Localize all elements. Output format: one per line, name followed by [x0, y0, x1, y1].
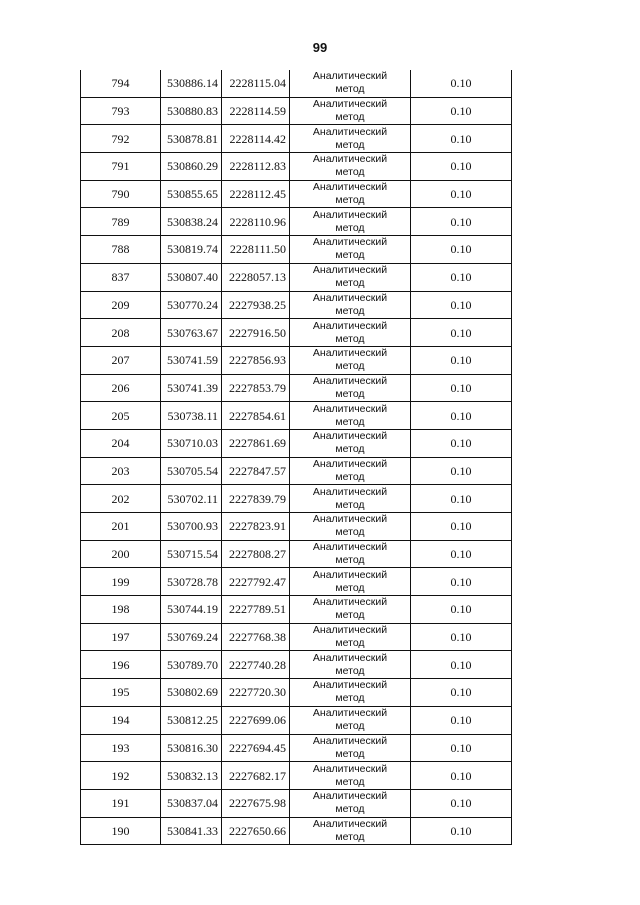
point-number-cell: 190: [81, 817, 161, 845]
method-line-1: Аналитический: [312, 153, 388, 166]
x-coordinate-cell: 530702.11: [161, 485, 222, 513]
method-line-2: метод: [335, 194, 365, 207]
point-number-cell: 195: [81, 679, 161, 707]
y-coordinate-cell: 2227839.79: [222, 485, 290, 513]
method-line-1: Аналитический: [312, 208, 388, 221]
x-coordinate-cell: 530838.24: [161, 208, 222, 236]
method-line-2: метод: [335, 803, 365, 816]
accuracy-cell: 0.10: [411, 153, 512, 181]
method-line-1: Аналитический: [312, 568, 388, 581]
method-cell: [290, 97, 411, 125]
x-coordinate-cell: 530880.83: [161, 97, 222, 125]
x-coordinate-cell: 530789.70: [161, 651, 222, 679]
method-line-2: метод: [335, 664, 365, 677]
y-coordinate-cell: 2228115.04: [222, 70, 290, 97]
x-coordinate-cell: 530738.11: [161, 402, 222, 430]
y-coordinate-cell: 2227682.17: [222, 762, 290, 790]
method-line-1: Аналитический: [312, 679, 388, 692]
method-line-2: метод: [335, 498, 365, 511]
accuracy-cell: 0.10: [411, 679, 512, 707]
method-cell: [290, 734, 411, 762]
table-row: [81, 402, 512, 430]
x-coordinate-cell: 530802.69: [161, 679, 222, 707]
accuracy-cell: 0.10: [411, 789, 512, 817]
method-cell: [290, 263, 411, 291]
method-line-1: Аналитический: [312, 430, 388, 443]
method-line-2: метод: [335, 387, 365, 400]
y-coordinate-cell: 2227720.30: [222, 679, 290, 707]
accuracy-cell: 0.10: [411, 651, 512, 679]
method-line-2: метод: [335, 526, 365, 539]
accuracy-cell: 0.10: [411, 97, 512, 125]
method-cell: [290, 125, 411, 153]
point-number-cell: 789: [81, 208, 161, 236]
accuracy-cell: 0.10: [411, 457, 512, 485]
accuracy-cell: 0.10: [411, 623, 512, 651]
method-cell: [290, 540, 411, 568]
table-row: [81, 208, 512, 236]
method-line-1: Аналитический: [312, 125, 388, 138]
method-line-2: метод: [335, 360, 365, 373]
method-cell: [290, 789, 411, 817]
method-cell: [290, 513, 411, 541]
method-line-2: метод: [335, 304, 365, 317]
point-number-cell: 206: [81, 374, 161, 402]
method-line-1: Аналитический: [312, 181, 388, 194]
x-coordinate-cell: 530812.25: [161, 706, 222, 734]
method-line-2: метод: [335, 747, 365, 760]
accuracy-cell: 0.10: [411, 346, 512, 374]
table-row: [81, 485, 512, 513]
point-number-cell: 791: [81, 153, 161, 181]
x-coordinate-cell: 530832.13: [161, 762, 222, 790]
method-line-2: метод: [335, 637, 365, 650]
method-cell: [290, 623, 411, 651]
method-line-2: метод: [335, 166, 365, 179]
method-line-2: метод: [335, 609, 365, 622]
method-cell: [290, 346, 411, 374]
method-cell: [290, 679, 411, 707]
method-line-1: Аналитический: [312, 402, 388, 415]
method-cell: [290, 457, 411, 485]
point-number-cell: 793: [81, 97, 161, 125]
accuracy-cell: 0.10: [411, 70, 512, 97]
method-line-2: метод: [335, 470, 365, 483]
table-row: [81, 568, 512, 596]
method-line-2: метод: [335, 830, 365, 843]
method-line-1: Аналитический: [312, 485, 388, 498]
table-body: [81, 70, 512, 845]
x-coordinate-cell: 530741.39: [161, 374, 222, 402]
method-line-2: метод: [335, 277, 365, 290]
x-coordinate-cell: 530741.59: [161, 346, 222, 374]
accuracy-cell: 0.10: [411, 291, 512, 319]
y-coordinate-cell: 2227916.50: [222, 319, 290, 347]
accuracy-cell: 0.10: [411, 236, 512, 264]
method-cell: [290, 291, 411, 319]
y-coordinate-cell: 2227740.28: [222, 651, 290, 679]
accuracy-cell: 0.10: [411, 540, 512, 568]
accuracy-cell: 0.10: [411, 429, 512, 457]
coordinates-table: [80, 70, 512, 845]
accuracy-cell: 0.10: [411, 706, 512, 734]
accuracy-cell: 0.10: [411, 762, 512, 790]
accuracy-cell: 0.10: [411, 596, 512, 624]
method-line-2: метод: [335, 775, 365, 788]
y-coordinate-cell: 2228110.96: [222, 208, 290, 236]
method-line-1: Аналитический: [312, 596, 388, 609]
y-coordinate-cell: 2227853.79: [222, 374, 290, 402]
method-line-2: метод: [335, 443, 365, 456]
x-coordinate-cell: 530728.78: [161, 568, 222, 596]
method-line-2: метод: [335, 249, 365, 262]
method-line-1: Аналитический: [312, 541, 388, 554]
method-line-1: Аналитический: [312, 651, 388, 664]
point-number-cell: 203: [81, 457, 161, 485]
method-line-2: метод: [335, 554, 365, 567]
y-coordinate-cell: 2227861.69: [222, 429, 290, 457]
x-coordinate-cell: 530744.19: [161, 596, 222, 624]
y-coordinate-cell: 2227699.06: [222, 706, 290, 734]
point-number-cell: 792: [81, 125, 161, 153]
y-coordinate-cell: 2227650.66: [222, 817, 290, 845]
point-number-cell: 837: [81, 263, 161, 291]
y-coordinate-cell: 2228114.42: [222, 125, 290, 153]
method-line-1: Аналитический: [312, 236, 388, 249]
x-coordinate-cell: 530807.40: [161, 263, 222, 291]
point-number-cell: 204: [81, 429, 161, 457]
method-line-1: Аналитический: [312, 457, 388, 470]
method-line-2: метод: [335, 332, 365, 345]
table-row: [81, 817, 512, 845]
y-coordinate-cell: 2227823.91: [222, 513, 290, 541]
table-row: [81, 97, 512, 125]
method-cell: [290, 706, 411, 734]
table-row: [81, 513, 512, 541]
x-coordinate-cell: 530763.67: [161, 319, 222, 347]
x-coordinate-cell: 530816.30: [161, 734, 222, 762]
y-coordinate-cell: 2228112.45: [222, 180, 290, 208]
x-coordinate-cell: 530819.74: [161, 236, 222, 264]
x-coordinate-cell: 530705.54: [161, 457, 222, 485]
accuracy-cell: 0.10: [411, 319, 512, 347]
y-coordinate-cell: 2227938.25: [222, 291, 290, 319]
method-line-2: метод: [335, 111, 365, 124]
table-row: [81, 706, 512, 734]
x-coordinate-cell: 530837.04: [161, 789, 222, 817]
table-row: [81, 679, 512, 707]
method-line-1: Аналитический: [312, 817, 388, 830]
method-line-1: Аналитический: [312, 513, 388, 526]
method-line-1: Аналитический: [312, 347, 388, 360]
method-line-2: метод: [335, 221, 365, 234]
table-row: [81, 346, 512, 374]
method-line-1: Аналитический: [312, 70, 388, 83]
table-row: [81, 540, 512, 568]
method-cell: [290, 236, 411, 264]
table-row: [81, 596, 512, 624]
accuracy-cell: 0.10: [411, 125, 512, 153]
method-line-1: Аналитический: [312, 264, 388, 277]
point-number-cell: 193: [81, 734, 161, 762]
table-row: [81, 125, 512, 153]
method-cell: [290, 485, 411, 513]
x-coordinate-cell: 530841.33: [161, 817, 222, 845]
method-cell: [290, 596, 411, 624]
x-coordinate-cell: 530715.54: [161, 540, 222, 568]
accuracy-cell: 0.10: [411, 402, 512, 430]
method-cell: [290, 70, 411, 97]
table-row: [81, 762, 512, 790]
point-number-cell: 198: [81, 596, 161, 624]
y-coordinate-cell: 2227792.47: [222, 568, 290, 596]
x-coordinate-cell: 530710.03: [161, 429, 222, 457]
table-row: [81, 70, 512, 97]
accuracy-cell: 0.10: [411, 513, 512, 541]
y-coordinate-cell: 2227789.51: [222, 596, 290, 624]
point-number-cell: 191: [81, 789, 161, 817]
point-number-cell: 794: [81, 70, 161, 97]
method-line-1: Аналитический: [312, 790, 388, 803]
x-coordinate-cell: 530700.93: [161, 513, 222, 541]
method-cell: [290, 180, 411, 208]
method-line-1: Аналитический: [312, 374, 388, 387]
x-coordinate-cell: 530770.24: [161, 291, 222, 319]
table-row: [81, 457, 512, 485]
y-coordinate-cell: 2228114.59: [222, 97, 290, 125]
accuracy-cell: 0.10: [411, 180, 512, 208]
x-coordinate-cell: 530878.81: [161, 125, 222, 153]
y-coordinate-cell: 2228111.50: [222, 236, 290, 264]
accuracy-cell: 0.10: [411, 734, 512, 762]
method-cell: [290, 568, 411, 596]
method-line-1: Аналитический: [312, 762, 388, 775]
method-cell: [290, 817, 411, 845]
method-cell: [290, 374, 411, 402]
y-coordinate-cell: 2227847.57: [222, 457, 290, 485]
table-row: [81, 153, 512, 181]
table-row: [81, 651, 512, 679]
x-coordinate-cell: 530769.24: [161, 623, 222, 651]
accuracy-cell: 0.10: [411, 374, 512, 402]
point-number-cell: 209: [81, 291, 161, 319]
method-line-2: метод: [335, 720, 365, 733]
y-coordinate-cell: 2227808.27: [222, 540, 290, 568]
point-number-cell: 201: [81, 513, 161, 541]
table-row: [81, 374, 512, 402]
accuracy-cell: 0.10: [411, 208, 512, 236]
y-coordinate-cell: 2227856.93: [222, 346, 290, 374]
method-line-2: метод: [335, 415, 365, 428]
table-row: [81, 319, 512, 347]
accuracy-cell: 0.10: [411, 817, 512, 845]
point-number-cell: 196: [81, 651, 161, 679]
point-number-cell: 197: [81, 623, 161, 651]
table-row: [81, 623, 512, 651]
table-row: [81, 263, 512, 291]
method-line-2: метод: [335, 581, 365, 594]
x-coordinate-cell: 530886.14: [161, 70, 222, 97]
y-coordinate-cell: 2227694.45: [222, 734, 290, 762]
method-cell: [290, 651, 411, 679]
page-number: 99: [312, 40, 328, 55]
y-coordinate-cell: 2228112.83: [222, 153, 290, 181]
method-line-2: метод: [335, 138, 365, 151]
method-line-1: Аналитический: [312, 707, 388, 720]
point-number-cell: 192: [81, 762, 161, 790]
x-coordinate-cell: 530860.29: [161, 153, 222, 181]
point-number-cell: 199: [81, 568, 161, 596]
point-number-cell: 208: [81, 319, 161, 347]
y-coordinate-cell: 2227854.61: [222, 402, 290, 430]
point-number-cell: 207: [81, 346, 161, 374]
table-row: [81, 236, 512, 264]
accuracy-cell: 0.10: [411, 263, 512, 291]
method-cell: [290, 762, 411, 790]
point-number-cell: 194: [81, 706, 161, 734]
point-number-cell: 200: [81, 540, 161, 568]
method-cell: [290, 319, 411, 347]
table-row: [81, 429, 512, 457]
table-row: [81, 734, 512, 762]
method-line-1: Аналитический: [312, 319, 388, 332]
x-coordinate-cell: 530855.65: [161, 180, 222, 208]
method-cell: [290, 208, 411, 236]
method-line-1: Аналитический: [312, 734, 388, 747]
method-line-2: метод: [335, 692, 365, 705]
y-coordinate-cell: 2227675.98: [222, 789, 290, 817]
table-row: [81, 789, 512, 817]
method-line-1: Аналитический: [312, 624, 388, 637]
method-cell: [290, 429, 411, 457]
y-coordinate-cell: 2227768.38: [222, 623, 290, 651]
point-number-cell: 205: [81, 402, 161, 430]
point-number-cell: 790: [81, 180, 161, 208]
method-cell: [290, 402, 411, 430]
point-number-cell: 788: [81, 236, 161, 264]
method-line-2: метод: [335, 83, 365, 96]
y-coordinate-cell: 2228057.13: [222, 263, 290, 291]
accuracy-cell: 0.10: [411, 485, 512, 513]
point-number-cell: 202: [81, 485, 161, 513]
method-line-1: Аналитический: [312, 291, 388, 304]
table-row: [81, 291, 512, 319]
method-line-1: Аналитический: [312, 98, 388, 111]
table-row: [81, 180, 512, 208]
method-cell: [290, 153, 411, 181]
accuracy-cell: 0.10: [411, 568, 512, 596]
